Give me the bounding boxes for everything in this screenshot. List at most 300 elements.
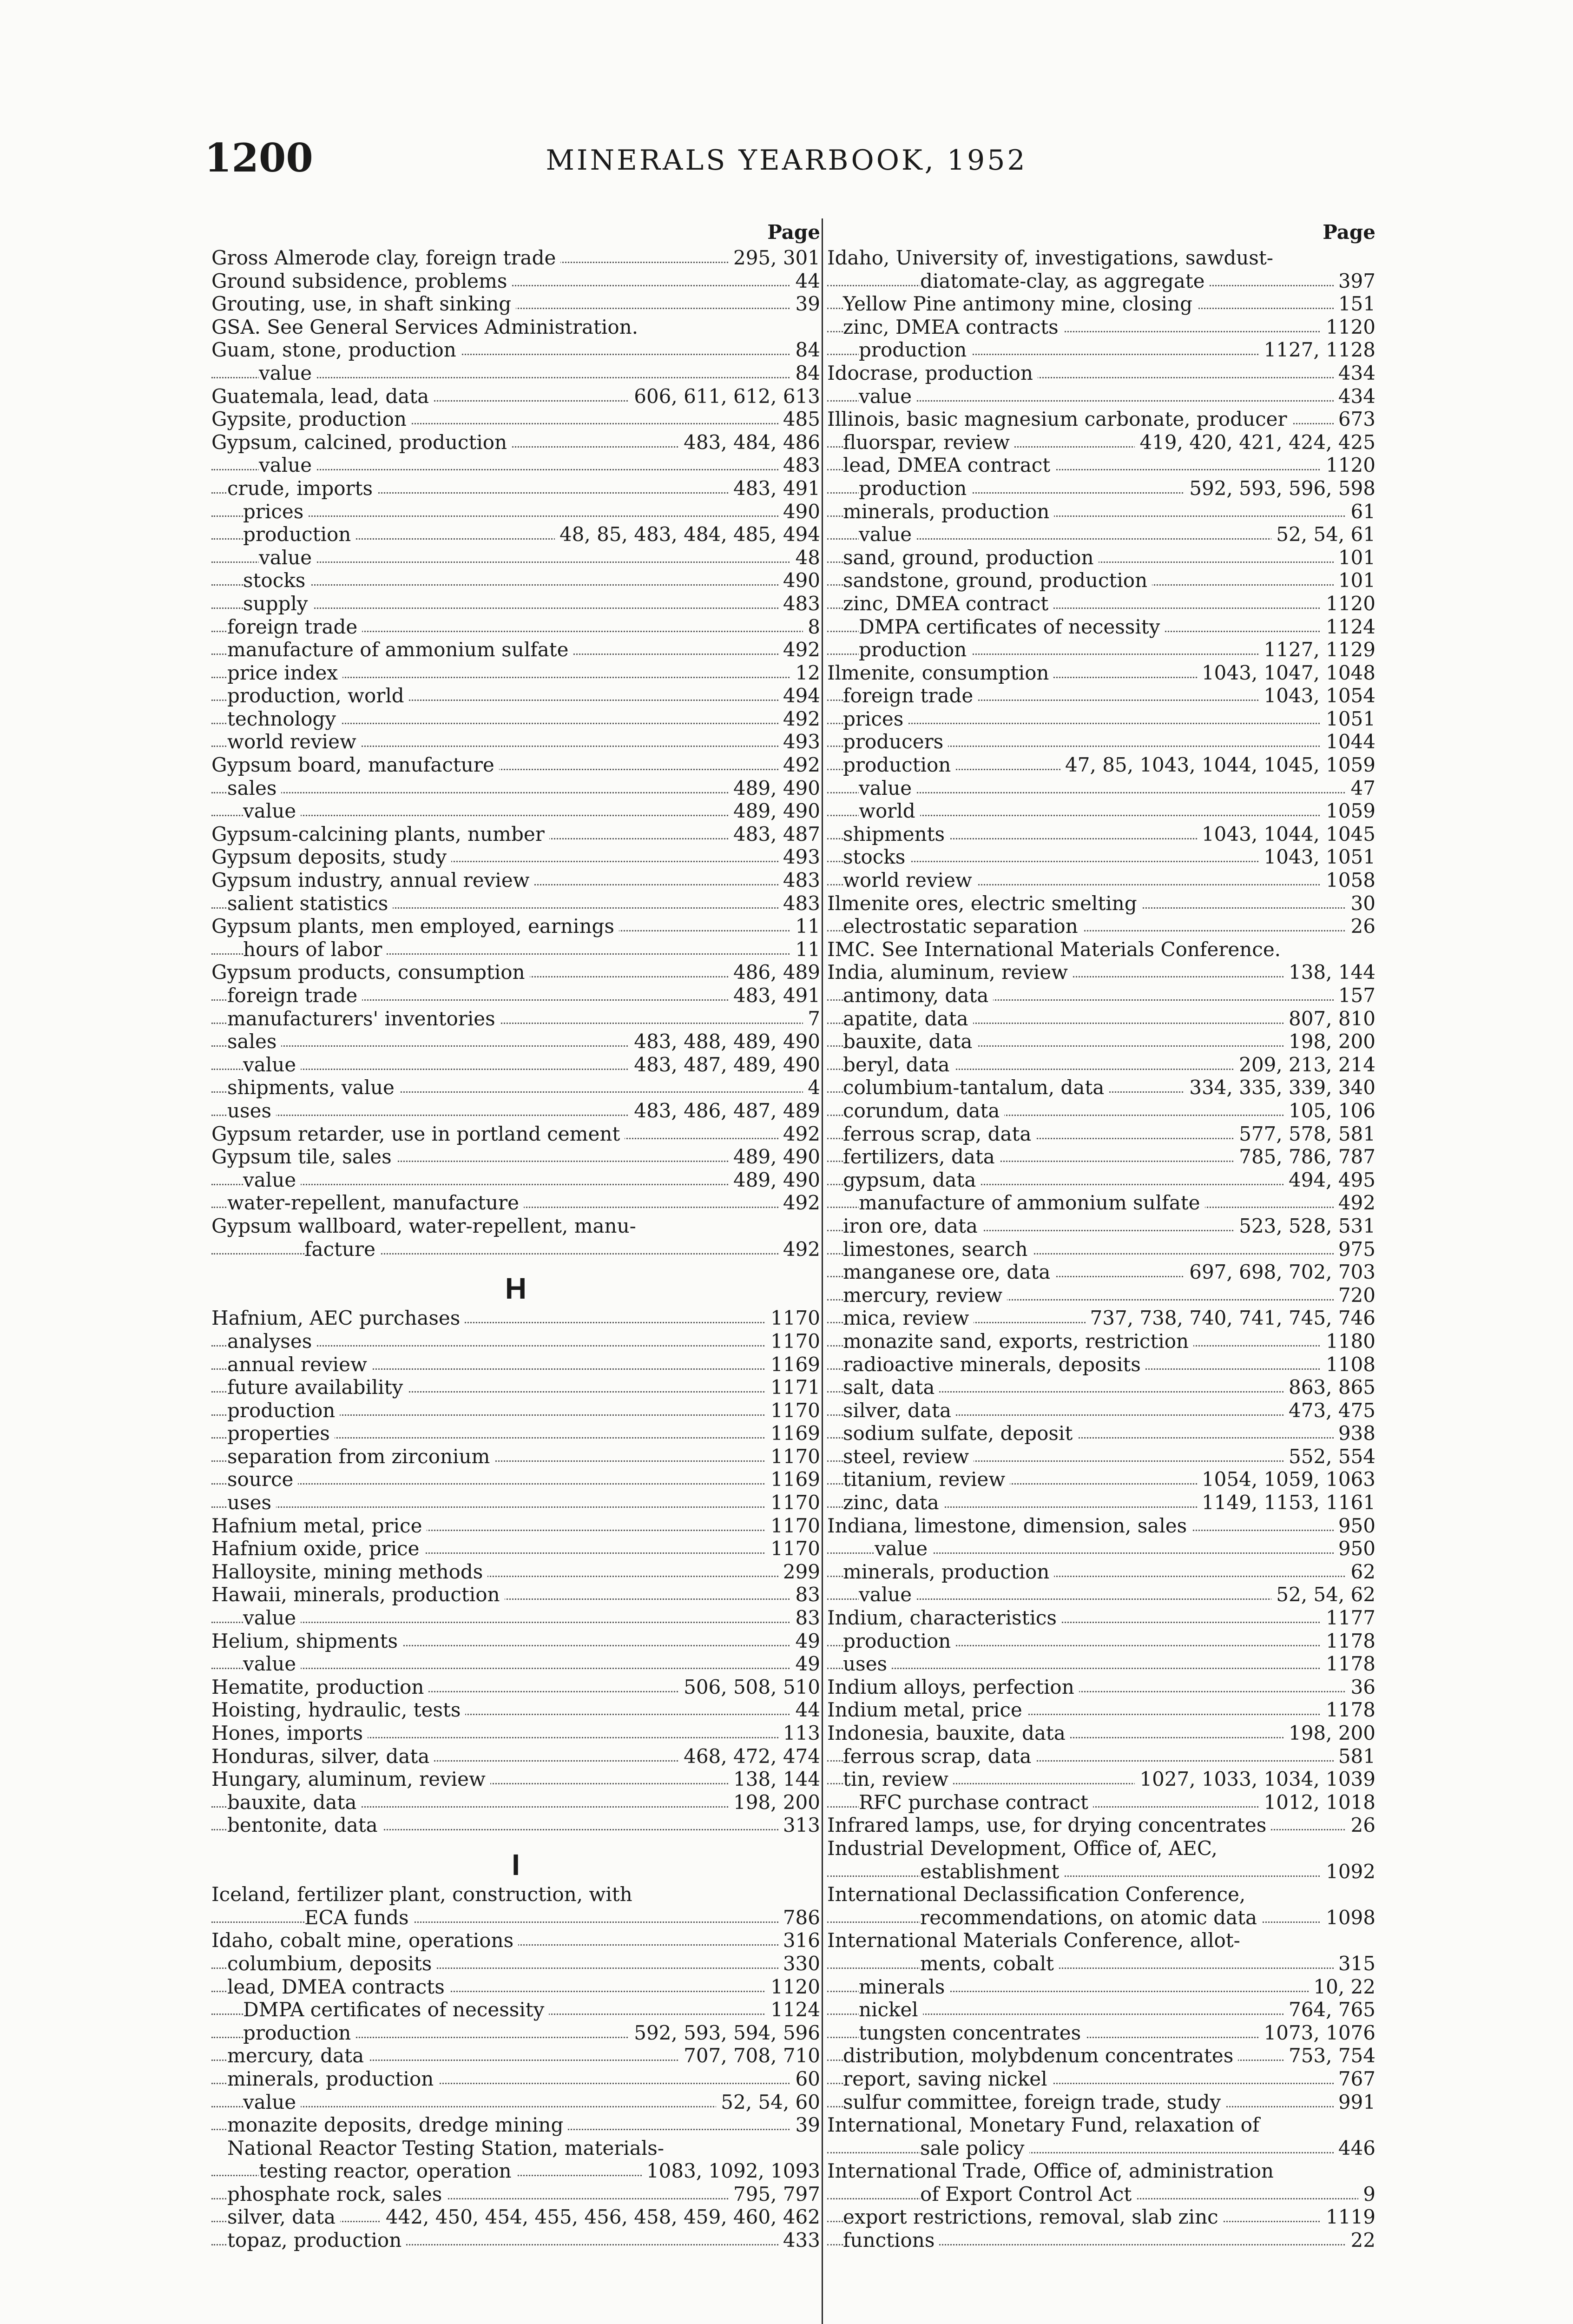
entry-term: National Reactor Testing Station, materials- — [227, 2137, 669, 2160]
index-entry — [211, 1652, 820, 1676]
entry-term: lead, DMEA contract — [843, 454, 1055, 477]
index-entry — [211, 1560, 820, 1584]
index-entry — [827, 799, 1376, 823]
entry-term: apatite, data — [843, 1007, 973, 1030]
index-entry — [827, 1583, 1376, 1606]
entry-pages: 26 — [1346, 1814, 1376, 1837]
entry-term: Idaho, cobalt mine, operations — [211, 1929, 518, 1952]
index-entry — [211, 869, 820, 892]
index-entry — [827, 2067, 1376, 2091]
entry-pages: 1044 — [1321, 730, 1376, 753]
entry-term: ferrous scrap, data — [843, 1745, 1036, 1768]
entry-pages: 52, 54, 60 — [716, 2091, 820, 2114]
entry-pages: 483, 487 — [729, 823, 820, 846]
entry-pages: 581 — [1334, 1745, 1376, 1768]
entry-pages: 489, 490 — [729, 799, 820, 823]
dot-leader — [211, 1506, 820, 1508]
index-entry — [827, 707, 1376, 731]
entry-pages: 84 — [791, 362, 820, 385]
index-entry — [827, 1514, 1376, 1538]
entry-pages: 1051 — [1321, 707, 1376, 731]
index-entry — [211, 1099, 820, 1122]
entry-pages: 39 — [791, 292, 820, 316]
entry-term: salient statistics — [227, 892, 393, 915]
index-entry — [827, 1076, 1376, 1099]
entry-term: properties — [227, 1422, 335, 1445]
index-entry — [211, 1422, 820, 1445]
entry-term: manufacture of ammonium sulfate — [859, 1191, 1205, 1215]
entry-term: crude, imports — [227, 477, 377, 500]
page-header — [0, 130, 1573, 186]
entry-pages: 1054, 1059, 1063 — [1197, 1468, 1376, 1491]
entry-term: world review — [227, 730, 361, 753]
index-entry — [827, 454, 1376, 477]
entry-pages: 483 — [778, 869, 820, 892]
entry-term: Guatemala, lead, data — [211, 385, 434, 408]
entry-pages: 7 — [803, 1007, 820, 1030]
entry-pages: 486, 489 — [729, 961, 820, 984]
entry-pages: 707, 708, 710 — [679, 2044, 820, 2067]
index-entry — [827, 1468, 1376, 1491]
index-entry — [827, 730, 1376, 753]
entry-term: value — [243, 1169, 301, 1192]
entry-term: of Export Control Act — [920, 2183, 1136, 2206]
entry-term: sand, ground, production — [843, 546, 1099, 569]
entry-term: production — [227, 1399, 340, 1422]
entry-term: production — [243, 523, 355, 546]
index-entry — [211, 2229, 820, 2252]
entry-pages: 1170 — [766, 1514, 820, 1538]
entry-pages: 1169 — [766, 1468, 820, 1491]
index-entry — [827, 1491, 1376, 1514]
entry-pages: 473, 475 — [1284, 1399, 1376, 1422]
index-entry — [211, 1169, 820, 1192]
entry-term: silver, data — [227, 2205, 340, 2229]
entry-term: shipments, value — [227, 1076, 399, 1099]
entry-term: ferrous scrap, data — [843, 1122, 1036, 1146]
entry-term: topaz, production — [227, 2229, 406, 2252]
entry-term: India, aluminum, review — [827, 961, 1073, 984]
index-entry — [827, 1445, 1376, 1468]
index-entry — [211, 1053, 820, 1076]
entry-pages: 49 — [791, 1630, 820, 1653]
entry-term: steel, review — [843, 1445, 974, 1468]
entry-term: distribution, molybdenum concentrates — [843, 2044, 1238, 2067]
index-entry — [827, 546, 1376, 569]
index-entry — [827, 1030, 1376, 1053]
entry-pages: 10, 22 — [1309, 1975, 1376, 1999]
entry-term: Iceland, fertilizer plant, construction, with — [211, 1883, 637, 1906]
entry-term: value — [859, 523, 916, 546]
index-entry — [827, 1975, 1376, 1999]
entry-term: uses — [843, 1652, 892, 1676]
entry-pages: 44 — [791, 1698, 820, 1722]
entry-term: Indium alloys, perfection — [827, 1676, 1079, 1699]
index-entry — [827, 569, 1376, 592]
entry-pages: 47 — [1346, 777, 1376, 800]
page-number: 1200 — [204, 135, 313, 181]
index-entry — [827, 661, 1376, 685]
entry-pages: 52, 54, 62 — [1271, 1583, 1376, 1606]
index-entry — [211, 753, 820, 777]
index-entry — [827, 753, 1376, 777]
index-entry — [211, 1768, 820, 1791]
index-entry — [211, 661, 820, 685]
entry-pages: 552, 554 — [1284, 1445, 1376, 1468]
entry-term: sale policy — [920, 2137, 1029, 2160]
entry-pages: 1170 — [766, 1399, 820, 1422]
entry-term: source — [227, 1468, 298, 1491]
entry-pages: 433 — [778, 2229, 820, 2252]
entry-pages: 490 — [778, 500, 820, 523]
index-entry — [211, 1583, 820, 1606]
entry-pages: 753, 754 — [1284, 2044, 1376, 2067]
dot-leader — [211, 1622, 820, 1623]
entry-term: Gross Almerode clay, foreign trade — [211, 246, 560, 270]
entry-pages: 1059 — [1321, 799, 1376, 823]
entry-pages: 767 — [1334, 2067, 1376, 2091]
index-entry — [827, 270, 1376, 293]
entry-term: Indium metal, price — [827, 1698, 1027, 1722]
index-entry — [211, 2044, 820, 2067]
entry-term: sulfur committee, foreign trade, study — [843, 2091, 1225, 2114]
index-entry — [211, 1998, 820, 2021]
entry-term: value — [859, 1583, 916, 1606]
index-entry — [211, 1630, 820, 1653]
index-entry — [827, 2113, 1376, 2137]
index-entry — [211, 1330, 820, 1353]
index-entry — [827, 2229, 1376, 2252]
entry-term: lead, DMEA contracts — [227, 1975, 449, 1999]
entry-term: uses — [227, 1491, 276, 1514]
entry-term: production — [859, 477, 971, 500]
index-entry — [211, 431, 820, 454]
entry-pages: 1098 — [1321, 1906, 1376, 1929]
index-entry — [827, 1053, 1376, 1076]
entry-pages: 1178 — [1321, 1652, 1376, 1676]
index-entry — [827, 1376, 1376, 1399]
entry-pages: 577, 578, 581 — [1234, 1122, 1376, 1146]
entry-term: stocks — [843, 845, 910, 869]
index-entry — [827, 408, 1376, 431]
index-entry — [827, 1191, 1376, 1215]
index-entry — [211, 1929, 820, 1952]
index-entry — [827, 1215, 1376, 1238]
entry-pages: 30 — [1346, 892, 1376, 915]
entry-term: nickel — [859, 1998, 923, 2021]
entry-pages: 1149, 1153, 1161 — [1197, 1491, 1376, 1514]
dot-leader — [827, 1875, 1376, 1877]
index-entry — [211, 385, 820, 408]
entry-pages: 397 — [1334, 270, 1376, 293]
entry-term: Grouting, use, in shaft sinking — [211, 292, 516, 316]
index-entry — [827, 1768, 1376, 1791]
index-entry — [827, 1929, 1376, 1952]
entry-pages: 786 — [778, 1906, 820, 1929]
entry-pages: 1169 — [766, 1422, 820, 1445]
index-entry — [211, 546, 820, 569]
entry-term: production — [843, 753, 955, 777]
entry-term: bentonite, data — [227, 1814, 382, 1837]
index-entry — [827, 1099, 1376, 1122]
entry-pages: 1092 — [1321, 1860, 1376, 1883]
entry-term: Gypsum retarder, use in portland cement — [211, 1122, 625, 1146]
entry-pages: 494, 495 — [1284, 1169, 1376, 1192]
entry-term: foreign trade — [227, 984, 362, 1007]
entry-pages: 492 — [1334, 1191, 1376, 1215]
index-entry — [827, 1238, 1376, 1261]
entry-term: diatomate-clay, as aggregate — [920, 270, 1210, 293]
entry-term: antimony, data — [843, 984, 993, 1007]
entry-pages: 492 — [778, 1238, 820, 1261]
entry-term: Idocrase, production — [827, 362, 1038, 385]
entry-term: International, Monetary Fund, relaxation of — [827, 2113, 1264, 2137]
entry-term: zinc, data — [843, 1491, 944, 1514]
entry-pages: 485 — [778, 408, 820, 431]
entry-term: analyses — [227, 1330, 316, 1353]
entry-term: electrostatic separation — [843, 915, 1083, 938]
index-entry — [827, 1791, 1376, 1814]
index-entry — [827, 915, 1376, 938]
running-title: MINERALS YEARBOOK, 1952 — [546, 144, 1027, 177]
entry-pages: 316 — [778, 1929, 820, 1952]
entry-term: Gypsum board, manufacture — [211, 753, 499, 777]
entry-term: manganese ore, data — [843, 1261, 1055, 1284]
index-entry — [827, 1814, 1376, 1837]
index-entry — [211, 500, 820, 523]
entry-pages: 198, 200 — [1284, 1722, 1376, 1745]
entry-term: foreign trade — [227, 615, 362, 639]
index-entry — [211, 1445, 820, 1468]
page-column-label: Page — [1323, 221, 1376, 244]
index-entry — [211, 1698, 820, 1722]
entry-pages: 138, 144 — [1284, 961, 1376, 984]
entry-term: sodium sulfate, deposit — [843, 1422, 1077, 1445]
entry-term: radioactive minerals, deposits — [843, 1353, 1145, 1376]
entry-term: Gypsum, calcined, production — [211, 431, 512, 454]
index-entry — [211, 1791, 820, 1814]
entry-term: minerals, production — [227, 2067, 438, 2091]
entry-pages: 1178 — [1321, 1630, 1376, 1653]
entry-term: International Declassification Conference, — [827, 1883, 1250, 1906]
entry-pages: 785, 786, 787 — [1234, 1145, 1376, 1169]
index-entry — [211, 1745, 820, 1768]
entry-pages: 673 — [1334, 408, 1376, 431]
entry-pages: 523, 528, 531 — [1234, 1215, 1376, 1238]
entry-term: Ilmenite ores, electric smelting — [827, 892, 1142, 915]
entry-pages: 151 — [1334, 292, 1376, 316]
entry-term: ments, cobalt — [920, 1952, 1059, 1975]
entry-pages: 483, 491 — [729, 477, 820, 500]
index-entry — [211, 1007, 820, 1030]
index-entry — [827, 1122, 1376, 1146]
entry-pages: 1127, 1128 — [1259, 338, 1376, 362]
index-entry — [211, 1537, 820, 1560]
entry-term: production — [243, 2021, 355, 2045]
dot-leader — [827, 2152, 1376, 2153]
index-entry — [211, 707, 820, 731]
entry-pages: 44 — [791, 270, 820, 293]
index-entry — [211, 2159, 820, 2183]
entry-term: DMPA certificates of necessity — [859, 615, 1165, 639]
entry-term: corundum, data — [843, 1099, 1004, 1122]
index-entry — [827, 362, 1376, 385]
entry-term: Gypsum wallboard, water-repellent, manu- — [211, 1215, 641, 1238]
entry-term: Hawaii, minerals, production — [211, 1583, 505, 1606]
index-column-right — [827, 218, 1376, 2252]
index-entry — [827, 1422, 1376, 1445]
entry-pages: 1043, 1047, 1048 — [1197, 661, 1376, 685]
entry-pages: 1027, 1033, 1034, 1039 — [1135, 1768, 1376, 1791]
entry-pages: 61 — [1346, 500, 1376, 523]
entry-term: recommendations, on atomic data — [920, 1906, 1262, 1929]
index-entry — [211, 2091, 820, 2114]
entry-pages: 492 — [778, 707, 820, 731]
entry-pages: 1170 — [766, 1537, 820, 1560]
index-entry — [211, 1468, 820, 1491]
entry-pages: 991 — [1334, 2091, 1376, 2114]
entry-pages: 1119 — [1321, 2205, 1376, 2229]
entry-term: salt, data — [843, 1376, 939, 1399]
entry-term: Honduras, silver, data — [211, 1745, 434, 1768]
entry-pages: 1127, 1129 — [1259, 638, 1376, 661]
entry-term: foreign trade — [843, 684, 978, 707]
entry-term: value — [243, 2091, 301, 2114]
index-entry — [211, 2067, 820, 2091]
entry-pages: 49 — [791, 1652, 820, 1676]
index-entry — [827, 1261, 1376, 1284]
entry-pages: 315 — [1334, 1952, 1376, 1975]
entry-term: production — [843, 1630, 955, 1653]
index-entry — [211, 730, 820, 753]
index-entry — [827, 777, 1376, 800]
index-entry — [827, 892, 1376, 915]
entry-term: prices — [843, 707, 908, 731]
entry-pages: 1120 — [1321, 316, 1376, 339]
entry-term: sandstone, ground, production — [843, 569, 1152, 592]
entry-pages: 1012, 1018 — [1259, 1791, 1376, 1814]
index-entry — [211, 1514, 820, 1538]
index-entry — [827, 1998, 1376, 2021]
index-entry — [211, 2183, 820, 2206]
entry-term: phosphate rock, sales — [227, 2183, 447, 2206]
entry-term: production — [859, 338, 971, 362]
index-entry — [211, 1145, 820, 1169]
index-entry — [827, 2159, 1376, 2183]
entry-term: producers — [843, 730, 948, 753]
index-entry — [211, 915, 820, 938]
entry-term: shipments — [843, 823, 949, 846]
entry-term: Gypsum-calcining plants, number — [211, 823, 549, 846]
entry-pages: 1043, 1051 — [1259, 845, 1376, 869]
index-entry — [827, 316, 1376, 339]
entry-term: International Materials Conference, allot- — [827, 1929, 1245, 1952]
entry-term: Ground subsidence, problems — [211, 270, 512, 293]
index-entry — [827, 823, 1376, 846]
index-entry — [211, 684, 820, 707]
entry-term: manufacturers' inventories — [227, 1007, 500, 1030]
entry-pages: 489, 490 — [729, 777, 820, 800]
entry-pages: 697, 698, 702, 703 — [1185, 1261, 1376, 1284]
entry-pages: 36 — [1346, 1676, 1376, 1699]
section-letter: I — [512, 1848, 520, 1882]
entry-pages: 52, 54, 61 — [1271, 523, 1376, 546]
index-column-left — [211, 218, 820, 2252]
entry-term: monazite deposits, dredge mining — [227, 2113, 568, 2137]
entry-term: silver, data — [843, 1399, 956, 1422]
entry-term: stocks — [243, 569, 310, 592]
entry-pages: 22 — [1346, 2229, 1376, 2252]
index-entry — [827, 1952, 1376, 1975]
index-entry — [827, 1353, 1376, 1376]
entry-pages: 12 — [791, 661, 820, 685]
page-column-label: Page — [767, 221, 820, 244]
entry-term: functions — [843, 2229, 939, 2252]
entry-term: value — [875, 1537, 932, 1560]
index-entry — [211, 1491, 820, 1514]
entry-pages: 313 — [778, 1814, 820, 1837]
entry-pages: 1108 — [1321, 1353, 1376, 1376]
index-entry — [211, 1215, 820, 1238]
entry-term: hours of labor — [243, 938, 387, 961]
index-entry — [211, 1030, 820, 1053]
index-entry — [211, 316, 820, 339]
index-entry — [827, 2044, 1376, 2067]
dot-leader — [827, 723, 1376, 724]
index-entry — [827, 1698, 1376, 1722]
entry-term: GSA. See General Services Administration. — [211, 316, 643, 339]
index-entry — [827, 2183, 1376, 2206]
entry-pages: 47, 85, 1043, 1044, 1045, 1059 — [1060, 753, 1376, 777]
index-entry — [827, 684, 1376, 707]
entry-pages: 105, 106 — [1284, 1099, 1376, 1122]
index-entry — [211, 1883, 820, 1906]
index-entry — [211, 1814, 820, 1837]
index-entry — [827, 1722, 1376, 1745]
index-entry — [211, 569, 820, 592]
index-entry — [827, 592, 1376, 615]
entry-pages: 11 — [791, 938, 820, 961]
index-entry — [211, 777, 820, 800]
entry-pages: 492 — [778, 753, 820, 777]
entry-term: Hafnium metal, price — [211, 1514, 427, 1538]
entry-pages: 60 — [791, 2067, 820, 2091]
index-entry — [827, 1883, 1376, 1906]
index-entry — [211, 338, 820, 362]
entry-pages: 483, 487, 489, 490 — [629, 1053, 820, 1076]
entry-term: Halloysite, mining methods — [211, 1560, 487, 1584]
entry-pages: 442, 450, 454, 455, 456, 458, 459, 460, 462 — [381, 2205, 820, 2229]
entry-term: Illinois, basic magnesium carbonate, producer — [827, 408, 1292, 431]
index-entry — [827, 1307, 1376, 1330]
index-entry — [827, 1399, 1376, 1422]
index-entry — [827, 1145, 1376, 1169]
entry-pages: 299 — [778, 1560, 820, 1584]
entry-pages: 8 — [803, 615, 820, 639]
index-entry — [827, 338, 1376, 362]
index-entry — [827, 477, 1376, 500]
dot-leader — [211, 1483, 820, 1485]
index-entry — [211, 845, 820, 869]
entry-pages: 48 — [791, 546, 820, 569]
entry-term: Hafnium, AEC purchases — [211, 1307, 465, 1330]
entry-pages: 938 — [1334, 1422, 1376, 1445]
index-entry — [827, 1745, 1376, 1768]
entry-pages: 483 — [778, 592, 820, 615]
entry-term: report, saving nickel — [843, 2067, 1052, 2091]
entry-pages: 737, 738, 740, 741, 745, 746 — [1086, 1307, 1376, 1330]
entry-term: ECA funds — [304, 1906, 414, 1929]
